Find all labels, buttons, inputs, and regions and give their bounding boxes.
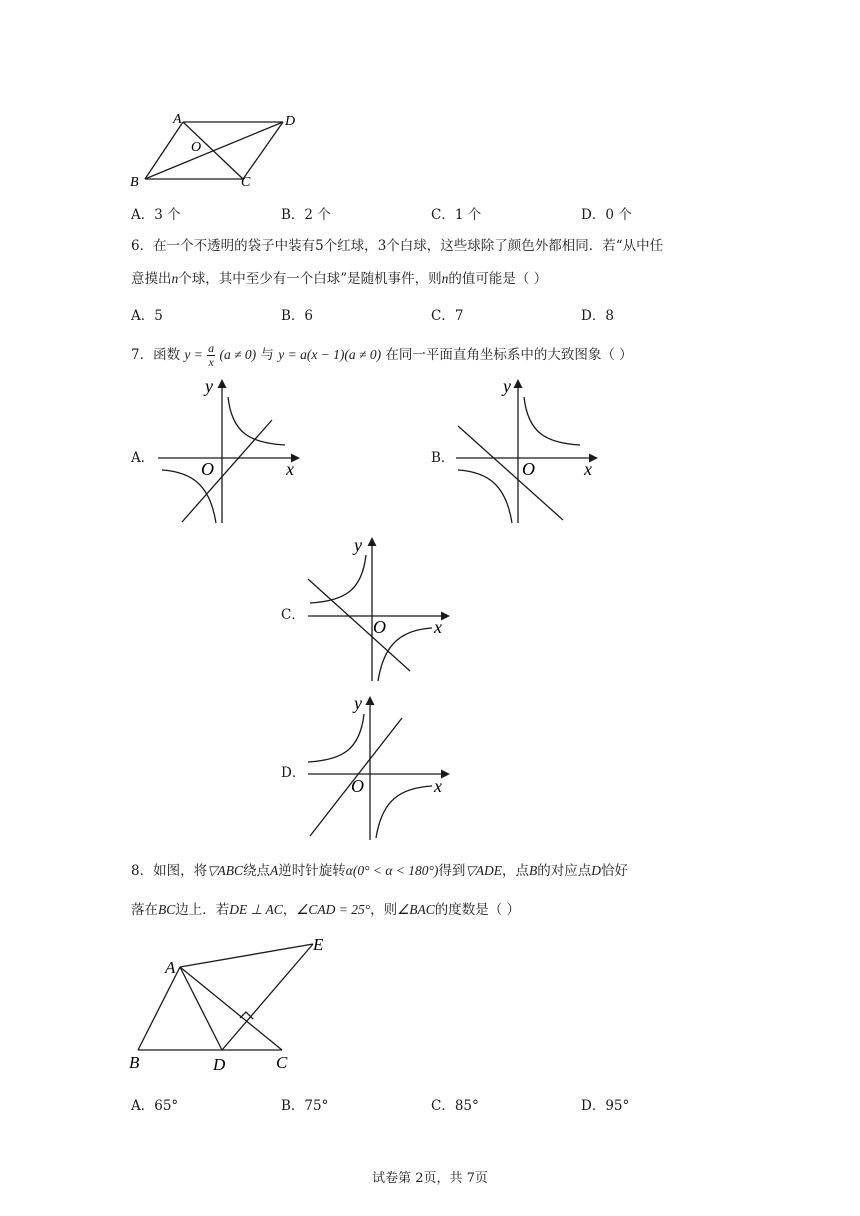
- q7-option-c-label[interactable]: C．: [281, 607, 305, 623]
- q5-option-b[interactable]: B．2 个: [281, 207, 331, 223]
- svg-text:O: O: [373, 617, 386, 637]
- svg-text:D: D: [213, 1055, 226, 1074]
- q8-option-b[interactable]: B．75°: [281, 1098, 329, 1114]
- q6-option-b[interactable]: B．6: [281, 308, 314, 324]
- q7-function-2: y = a(x − 1)(a ≠ 0): [278, 347, 382, 362]
- svg-text:O: O: [522, 459, 535, 479]
- svg-text:y: y: [354, 693, 362, 713]
- q5-option-a[interactable]: A．3 个: [131, 207, 181, 223]
- q6-option-a[interactable]: A．5: [131, 308, 163, 324]
- svg-text:x: x: [434, 776, 442, 796]
- q7-stem: 7．函数 y = $\frac{a}{x}$ (a ≠ 0) 与 y = a(x − 1)(a ≠ 0) 在同一平面直角坐标系中的大致图象（ ）: [131, 341, 633, 369]
- q7-graph-c[interactable]: [300, 533, 460, 688]
- q8-line-1: 8．如图，将▽ABC绕点A逆时针旋转α(0° < α < 180°)得到▽ADE，点B的对应点D恰好: [131, 863, 629, 879]
- label-C: C: [241, 175, 251, 190]
- q7-graph-a[interactable]: [150, 375, 310, 530]
- svg-text:y: y: [354, 535, 362, 555]
- svg-text:E: E: [313, 935, 324, 954]
- q5-option-d[interactable]: D．0 个: [581, 207, 632, 223]
- q6-line-2: 意摸出n个球，其中至少有一个白球”是随机事件，则n的值可能是（ ）: [131, 271, 548, 287]
- q8-option-c[interactable]: C．85°: [431, 1098, 479, 1114]
- label-D: D: [285, 114, 296, 129]
- svg-text:y: y: [205, 376, 213, 396]
- svg-text:O: O: [351, 776, 364, 796]
- q7-option-d-label[interactable]: D．: [281, 765, 306, 781]
- q7-function-1-lhs: y =: [184, 347, 203, 362]
- svg-text:C: C: [276, 1053, 288, 1072]
- q7-option-a-label[interactable]: A．: [131, 450, 155, 466]
- q7-graph-b[interactable]: [448, 375, 608, 530]
- svg-text:B: B: [129, 1053, 140, 1072]
- label-A: A: [173, 112, 182, 127]
- svg-text:x: x: [434, 617, 442, 637]
- q7-fraction: $\frac{a}{x}$: [208, 341, 215, 369]
- q5-option-c[interactable]: C．1 个: [431, 207, 482, 223]
- page-footer: 试卷第 2页，共 7页: [372, 1171, 488, 1186]
- q6-option-c[interactable]: C．7: [431, 308, 464, 324]
- q7-option-b-label[interactable]: B．: [431, 450, 455, 466]
- label-O: O: [191, 140, 202, 155]
- q8-option-d[interactable]: D．95°: [581, 1098, 630, 1114]
- svg-text:A: A: [165, 958, 176, 977]
- q8-option-a[interactable]: A．65°: [131, 1098, 179, 1114]
- label-B: B: [130, 175, 139, 190]
- svg-text:y: y: [503, 376, 511, 396]
- q8-line-2: 落在BC边上．若DE ⊥ AC，∠CAD = 25°，则∠BAC的度数是（ ）: [131, 902, 521, 918]
- svg-text:x: x: [584, 459, 592, 479]
- svg-text:O: O: [201, 459, 214, 479]
- svg-text:x: x: [286, 459, 294, 479]
- parallelogram-figure: [125, 108, 315, 193]
- q7-graph-d[interactable]: [300, 692, 460, 847]
- q6-line-1: 6．在一个不透明的袋子中装有5个红球，3个白球，这些球除了颜色外都相同．若“从中任: [131, 238, 664, 254]
- q6-option-d[interactable]: D．8: [581, 308, 614, 324]
- rotation-triangle-figure: [125, 932, 345, 1080]
